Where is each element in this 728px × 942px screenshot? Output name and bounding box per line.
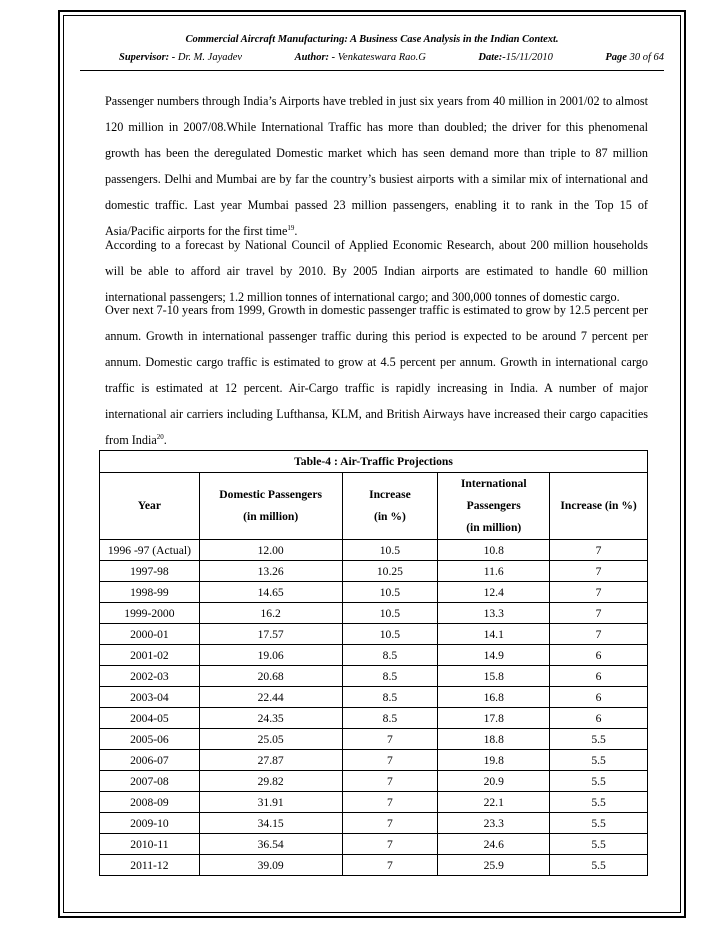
cell-international: 10.8 [438, 540, 550, 561]
table-row [100, 834, 648, 855]
cell-increase-domestic: 10.5 [342, 582, 438, 603]
table-row [100, 708, 648, 729]
cell-increase-international: 6 [550, 666, 648, 687]
cell-increase-international: 5.5 [550, 855, 648, 876]
cell-increase-domestic: 7 [342, 813, 438, 834]
table-caption: Table-4 : Air-Traffic Projections [100, 451, 648, 473]
table-row [100, 582, 648, 603]
cell-increase-international: 6 [550, 645, 648, 666]
paragraph-forecast: According to a forecast by National Council of Applied Economic Research, about 200 million households will be able to afford air travel by 2010. By 2005 Indian airports are estimated to handle 60 million international passengers; 1.2 million tonnes of international cargo; and 300,000 tonnes of domestic cargo. [105, 238, 648, 304]
cell-year: 2002-03 [100, 666, 200, 687]
table-row [100, 666, 648, 687]
cell-year: 1996 -97 (Actual) [100, 540, 200, 561]
cell-domestic: 12.00 [199, 540, 342, 561]
cell-increase-international: 7 [550, 561, 648, 582]
header-increase-domestic: Increase (in %) [342, 473, 438, 540]
author: Author: - Venkateswara Rao.G [294, 52, 426, 63]
cell-international: 14.9 [438, 645, 550, 666]
cell-increase-international: 7 [550, 624, 648, 645]
footnote-ref: 20 [156, 432, 164, 441]
header-domestic: Domestic Passengers (in million) [199, 473, 342, 540]
cell-increase-domestic: 8.5 [342, 645, 438, 666]
cell-international: 18.8 [438, 729, 550, 750]
cell-year: 2000-01 [100, 624, 200, 645]
table-row [100, 771, 648, 792]
cell-domestic: 13.26 [199, 561, 342, 582]
cell-international: 22.1 [438, 792, 550, 813]
cell-increase-international: 5.5 [550, 750, 648, 771]
cell-year: 2011-12 [100, 855, 200, 876]
footnote-ref: 19 [287, 223, 295, 232]
cell-international: 19.8 [438, 750, 550, 771]
cell-international: 12.4 [438, 582, 550, 603]
cell-increase-international: 6 [550, 687, 648, 708]
cell-domestic: 36.54 [199, 834, 342, 855]
cell-increase-domestic: 7 [342, 834, 438, 855]
table-body [100, 540, 648, 876]
air-traffic-table [99, 450, 648, 876]
cell-increase-international: 6 [550, 708, 648, 729]
cell-increase-domestic: 10.5 [342, 603, 438, 624]
table-row [100, 813, 648, 834]
cell-international: 15.8 [438, 666, 550, 687]
cell-increase-domestic: 7 [342, 855, 438, 876]
cell-international: 13.3 [438, 603, 550, 624]
cell-international: 16.8 [438, 687, 550, 708]
cell-domestic: 29.82 [199, 771, 342, 792]
table-row [100, 645, 648, 666]
cell-increase-domestic: 10.5 [342, 540, 438, 561]
cell-international: 23.3 [438, 813, 550, 834]
cell-increase-domestic: 8.5 [342, 708, 438, 729]
cell-year: 1997-98 [100, 561, 200, 582]
cell-domestic: 19.06 [199, 645, 342, 666]
cell-year: 2004-05 [100, 708, 200, 729]
cell-increase-domestic: 8.5 [342, 666, 438, 687]
header-international: International Passengers (in million) [438, 473, 550, 540]
cell-year: 2007-08 [100, 771, 200, 792]
table-row [100, 855, 648, 876]
cell-international: 11.6 [438, 561, 550, 582]
cell-increase-international: 7 [550, 582, 648, 603]
header-increase-international: Increase (in %) [550, 473, 648, 540]
cell-year: 2010-11 [100, 834, 200, 855]
cell-year: 2006-07 [100, 750, 200, 771]
paragraph-growth-rates: Over next 7-10 years from 1999, Growth in domestic passenger traffic is estimated to grow by 12.5 percent per annum. Growth in international passenger traffic during this period is expected to be around 7 percent per annum. Domestic cargo traffic is estimated to grow at 4.5 percent per annum. Growth in international cargo traffic is estimated at 12 percent. Air-Cargo traffic is rapidly increasing in India. A number of major international air carriers including Lufthansa, KLM, and British Airways have increased their cargo capacities from India$^{20}$. [105, 303, 648, 447]
cell-international: 25.9 [438, 855, 550, 876]
table-row [100, 750, 648, 771]
cell-increase-domestic: 7 [342, 792, 438, 813]
paragraph-passenger-growth: Passenger numbers through India’s Airports have trebled in just six years from 40 million in 2001/02 to almost 120 million in 2007/08.While International Traffic has more than doubled; the driver for this phenomenal growth has been the deregulated Domestic market which has seen demand more than triple to 87 million passengers. Delhi and Mumbai are by far the country’s busiest airports with a similar mix of international and domestic traffic. Last year Mumbai passed 23 million passengers, enabling it to rank in the Top 15 of Asia/Pacific airports for the first time$^{19}$. [105, 94, 648, 238]
cell-domestic: 24.35 [199, 708, 342, 729]
date: Date:-15/11/2010 [478, 52, 553, 63]
cell-year: 2001-02 [100, 645, 200, 666]
cell-year: 2003-04 [100, 687, 200, 708]
document-title: Commercial Aircraft Manufacturing: A Business Case Analysis in the Indian Context. [185, 34, 559, 45]
table-row [100, 603, 648, 624]
table-row [100, 624, 648, 645]
cell-international: 20.9 [438, 771, 550, 792]
table-row [100, 687, 648, 708]
cell-increase-international: 5.5 [550, 792, 648, 813]
cell-domestic: 17.57 [199, 624, 342, 645]
cell-year: 2005-06 [100, 729, 200, 750]
cell-domestic: 25.05 [199, 729, 342, 750]
cell-international: 14.1 [438, 624, 550, 645]
page-number: Page 30 of 64 [605, 52, 664, 63]
header-meta [119, 52, 664, 63]
cell-increase-domestic: 7 [342, 771, 438, 792]
cell-year: 1998-99 [100, 582, 200, 603]
cell-increase-international: 5.5 [550, 834, 648, 855]
cell-international: 17.8 [438, 708, 550, 729]
cell-year: 1999-2000 [100, 603, 200, 624]
cell-year: 2009-10 [100, 813, 200, 834]
cell-increase-domestic: 8.5 [342, 687, 438, 708]
cell-increase-international: 5.5 [550, 729, 648, 750]
table-row [100, 561, 648, 582]
cell-domestic: 39.09 [199, 855, 342, 876]
cell-domestic: 22.44 [199, 687, 342, 708]
header-year: Year [100, 473, 200, 540]
cell-increase-domestic: 10.25 [342, 561, 438, 582]
cell-year: 2008-09 [100, 792, 200, 813]
cell-increase-international: 5.5 [550, 813, 648, 834]
cell-international: 24.6 [438, 834, 550, 855]
cell-domestic: 34.15 [199, 813, 342, 834]
cell-increase-domestic: 7 [342, 729, 438, 750]
cell-domestic: 31.91 [199, 792, 342, 813]
supervisor: Supervisor: - Dr. M. Jayadev [119, 52, 243, 63]
table-row [100, 540, 648, 561]
cell-domestic: 20.68 [199, 666, 342, 687]
cell-increase-international: 7 [550, 603, 648, 624]
cell-increase-domestic: 7 [342, 750, 438, 771]
cell-domestic: 14.65 [199, 582, 342, 603]
cell-increase-domestic: 10.5 [342, 624, 438, 645]
header-divider [80, 70, 664, 71]
cell-domestic: 27.87 [199, 750, 342, 771]
table-row [100, 729, 648, 750]
cell-increase-international: 7 [550, 540, 648, 561]
table-row [100, 792, 648, 813]
cell-increase-international: 5.5 [550, 771, 648, 792]
cell-domestic: 16.2 [199, 603, 342, 624]
